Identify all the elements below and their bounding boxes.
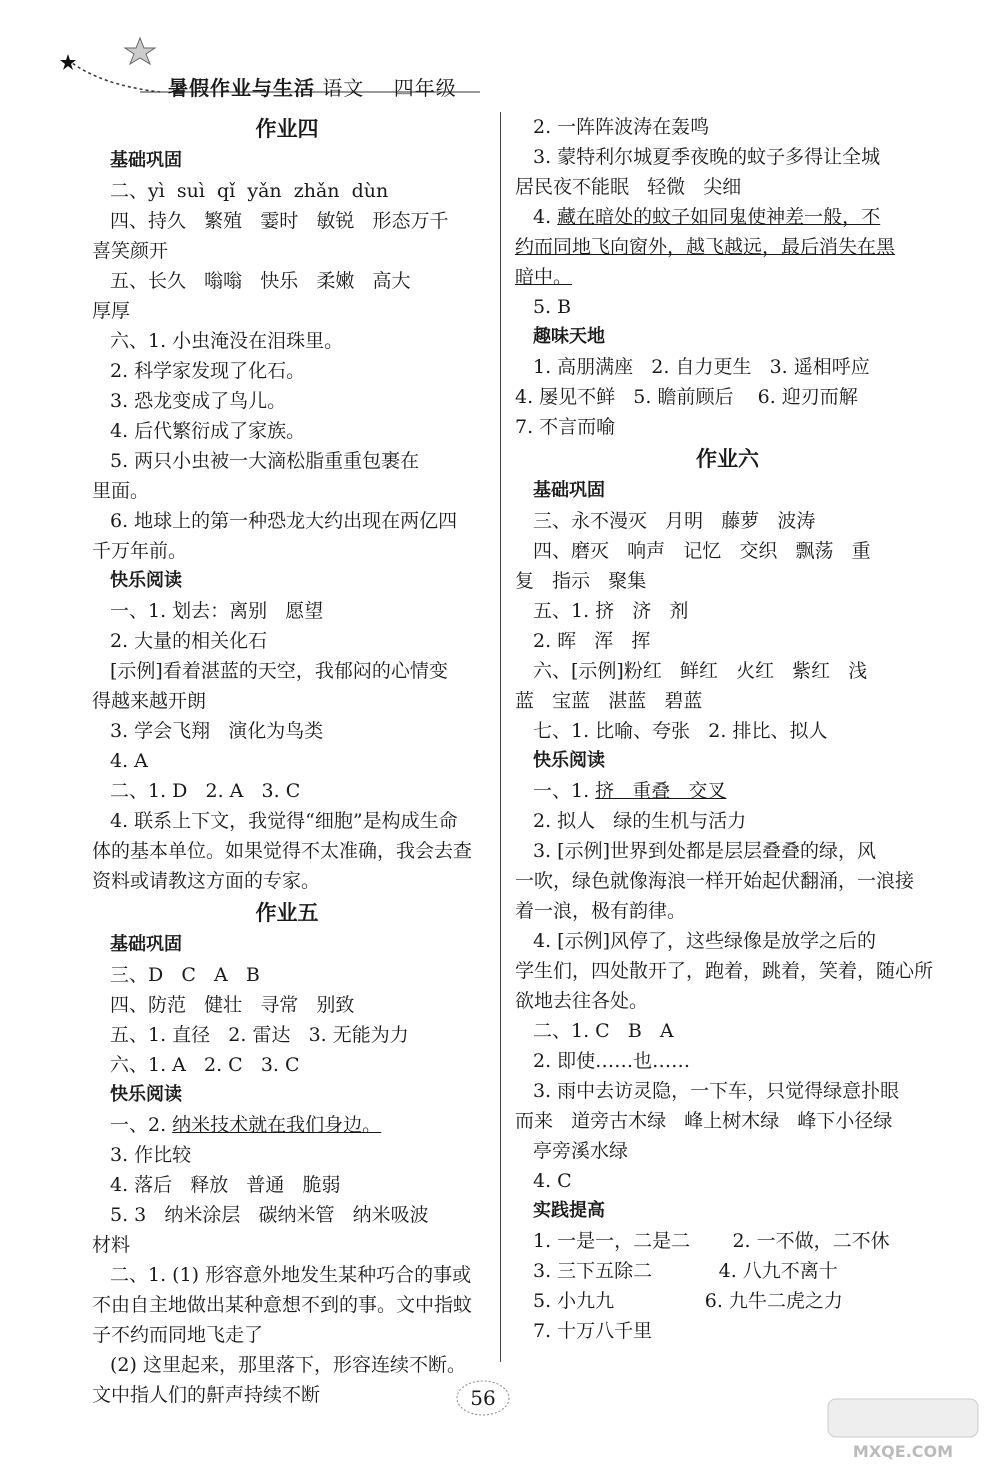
answer-line: 六、[示例]粉红 鲜红 火红 紫红 浅	[533, 660, 868, 682]
answer-line: 2. 晖 浑 挥	[533, 630, 651, 652]
answer-line: 七、1. 比喻、夸张 2. 排比、拟人	[533, 720, 828, 742]
answer-line: 2. 拟人 绿的生机与活力	[533, 810, 747, 832]
answer-line: 4. 屡见不鲜 5. 瞻前顾后 6. 迎刃而解	[515, 386, 858, 408]
section-heading: 作业五	[255, 901, 319, 925]
answer-line: 4. A	[110, 750, 148, 772]
answer-line: 四、防范 健壮 寻常 别致	[110, 994, 355, 1016]
answer-line	[515, 232, 940, 262]
answer-line: 子不约而同地飞走了	[92, 1324, 264, 1346]
underlined-answer: 藏在暗处的蚊子如同鬼使神差一般，不	[557, 206, 881, 228]
subsection-heading: 快乐阅读	[533, 750, 605, 771]
answer-line: 四、磨灭 响声 记忆 交织 飘荡 重	[533, 540, 871, 562]
answer-line: [示例]看着湛蓝的天空，我郁闷的心情变	[110, 660, 448, 682]
answer-line: 居民夜不能眠 轻微 尖细	[515, 176, 742, 198]
answer-line: 3. 蒙特利尔城夏季夜晚的蚊子多得让全城	[533, 146, 881, 168]
small-star-icon	[60, 54, 76, 70]
answer-line: 文中指人们的鼾声持续不断	[92, 1384, 321, 1406]
answer-line: 3. [示例]世界到处都是层层叠叠的绿，风	[533, 840, 876, 862]
answer-line: 不由自主地做出某种意想不到的事。文中指蚊	[92, 1294, 473, 1316]
answer-line: 7. 不言而喻	[515, 416, 616, 438]
answer-line: 4. 联系上下文，我觉得“细胞”是构成生命	[110, 810, 458, 832]
underlined-answer: 挤 重叠 交叉	[595, 780, 727, 802]
answer-line	[515, 202, 940, 232]
answer-line: 4. 落后 释放 普通 脆弱	[110, 1174, 341, 1196]
answer-line: 3. 雨中去访灵隐，一下车，只觉得绿意扑眼	[533, 1080, 900, 1102]
page-header	[60, 30, 480, 110]
answer-line: 四、持久 繁殖 霎时 敏锐 形态万千	[110, 210, 449, 232]
right-column	[515, 112, 940, 1346]
answer-line: 4. [示例]风停了，这些绿像是放学之后的	[533, 930, 876, 952]
page-number-text: 56	[470, 1386, 496, 1410]
answer-line: 千万年前。	[92, 540, 188, 562]
header-title	[168, 72, 457, 101]
answer-line: 3. 作比较	[110, 1144, 192, 1166]
subsection-heading: 快乐阅读	[110, 1084, 182, 1105]
answer-prefix: 4.	[533, 206, 558, 228]
subsection-heading: 基础巩固	[110, 934, 182, 955]
answer-prefix: 一、2.	[110, 1114, 173, 1136]
answer-line: 欲地去往各处。	[515, 990, 649, 1012]
answer-line: 二、yì suì qǐ yǎn zhǎn dùn	[110, 180, 389, 202]
section-heading: 作业六	[696, 447, 759, 471]
subsection-heading: 快乐阅读	[110, 570, 182, 591]
answer-line: 3. 恐龙变成了鸟儿。	[110, 390, 287, 412]
answer-line: 得越来越开朗	[92, 690, 207, 712]
answer-line: 5. 小九九 6. 九牛二虎之力	[533, 1290, 843, 1312]
answer-prefix: 一、1.	[533, 780, 596, 802]
answer-line: 六、1. 小虫淹没在泪珠里。	[110, 330, 344, 352]
answer-line: 二、1. D 2. A 3. C	[110, 780, 301, 802]
answer-line: 五、1. 直径 2. 雷达 3. 无能为力	[110, 1024, 409, 1046]
answer-line: 着一浪，极有韵律。	[515, 900, 687, 922]
answer-line: 材料	[92, 1234, 131, 1256]
column-divider	[500, 112, 501, 1362]
subsection-heading: 实践提高	[533, 1200, 605, 1221]
answer-line: 复 指示 聚集	[515, 570, 647, 592]
answer-line: 蓝 宝蓝 湛蓝 碧蓝	[515, 690, 703, 712]
answer-line: 3. 三下五除二 4. 八九不离十	[533, 1260, 838, 1282]
underlined-answer: 约而同地飞向窗外，越飞越远，最后消失在黑	[515, 236, 896, 258]
answer-line: 里面。	[92, 480, 150, 502]
answer-line: 资料或请教这方面的专家。	[92, 870, 321, 892]
answer-line: 7. 十万八千里	[533, 1320, 653, 1342]
answer-line: (2) 这里起来，那里落下，形容连续不断。	[110, 1354, 466, 1376]
answer-line: 5. 3 纳米涂层 碳纳米管 纳米吸波	[110, 1204, 429, 1226]
answer-line: 6. 地球上的第一种恐龙大约出现在两亿四	[110, 510, 458, 532]
answer-line: 5. 两只小虫被一大滴松脂重重包裹在	[110, 450, 420, 472]
answer-line: 体的基本单位。如果觉得不太准确，我会去查	[92, 840, 473, 862]
answer-line: 2. 一阵阵波涛在轰鸣	[533, 116, 710, 138]
answer-line: 亭旁溪水绿	[533, 1140, 629, 1162]
answer-line: 3. 学会飞翔 演化为鸟类	[110, 720, 324, 742]
subsection-heading: 基础巩固	[533, 480, 605, 501]
grade: 四年级	[393, 76, 457, 100]
answer-line: 2. 大量的相关化石	[110, 630, 268, 652]
answer-line: 1. 高朋满座 2. 自力更生 3. 遥相呼应	[533, 356, 870, 378]
answer-line: 三、D C A B	[110, 964, 260, 986]
page-number	[455, 1378, 511, 1418]
answer-line	[515, 262, 940, 292]
left-column	[92, 112, 482, 1410]
subsection-heading: 趣味天地	[533, 326, 605, 347]
answer-line: 二、1. (1) 形容意外地发生某种巧合的事或	[110, 1264, 472, 1286]
large-star-icon	[125, 38, 155, 64]
answer-line: 三、永不漫灭 月明 藤萝 波涛	[533, 510, 816, 532]
answer-line: 4. 后代繁衍成了家族。	[110, 420, 306, 442]
answer-line: 2. 即使……也……	[533, 1050, 691, 1072]
answer-line: 喜笑颜开	[92, 240, 169, 262]
answer-line: 2. 科学家发现了化石。	[110, 360, 306, 382]
book-title: 暑假作业与生活	[168, 76, 315, 100]
answer-line: 一吹，绿色就像海浪一样开始起伏翻涌，一浪接	[515, 870, 915, 892]
answer-line: 1. 一是一，二是二 2. 一不做，二不休	[533, 1230, 890, 1252]
answer-line: 一、1. 划去：离别 愿望	[110, 600, 324, 622]
subject: 语文	[322, 76, 365, 100]
section-heading: 作业四	[255, 117, 319, 141]
watermark-text: MXQE.COM	[852, 1442, 954, 1461]
answer-line: 厚厚	[92, 300, 131, 322]
answer-line: 学生们，四处散开了，跑着，跳着，笑着，随心所	[515, 960, 934, 982]
watermark-logo	[820, 1395, 990, 1465]
answer-line: 而来 道旁古木绿 峰上树木绿 峰下小径绿	[515, 1110, 893, 1132]
subsection-heading: 基础巩固	[110, 150, 182, 171]
answer-line	[92, 1110, 482, 1140]
answer-line	[515, 776, 940, 806]
answer-line: 五、长久 嗡嗡 快乐 柔嫩 高大	[110, 270, 411, 292]
underlined-answer: 暗中。	[515, 266, 573, 288]
answer-line: 二、1. C B A	[533, 1020, 674, 1042]
answer-line: 4. C	[533, 1170, 572, 1192]
answer-line: 五、1. 挤 济 剂	[533, 600, 689, 622]
answer-line: 六、1. A 2. C 3. C	[110, 1054, 300, 1076]
answer-line: 5. B	[533, 296, 572, 318]
underlined-answer: 纳米技术就在我们身边。	[172, 1114, 382, 1136]
